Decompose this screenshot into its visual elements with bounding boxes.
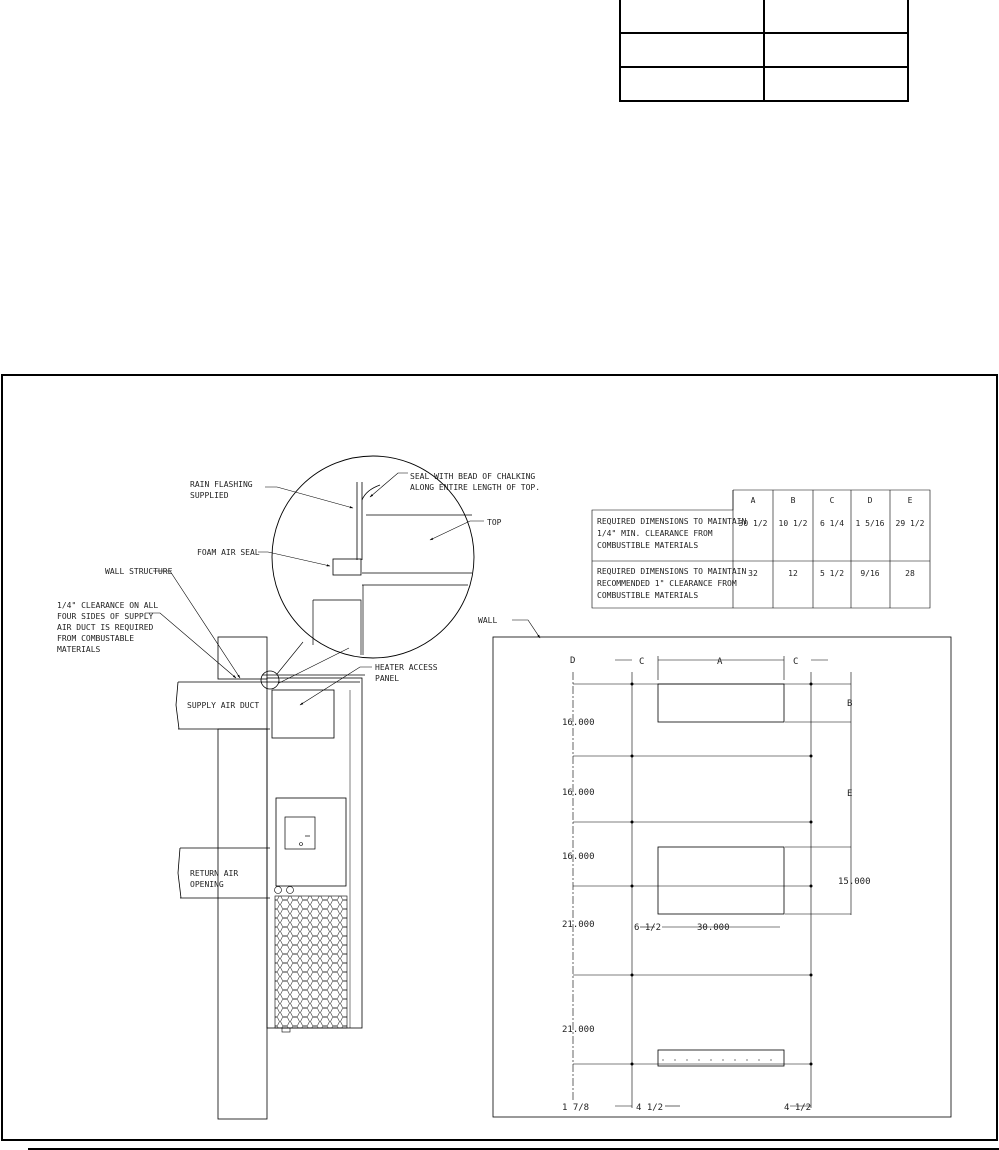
- callout-labels: [57, 472, 540, 889]
- dim-bottom-left: 4 1/2: [636, 1103, 664, 1113]
- row2-c: 5 1/2: [819, 569, 845, 578]
- dim-30: 30.000: [697, 923, 730, 933]
- col-d-header: D: [867, 496, 873, 505]
- col-c-header: C: [829, 496, 835, 505]
- col-b-header: B: [790, 496, 796, 505]
- row1-e: 29 1/2: [895, 519, 925, 528]
- wall-label: WALL: [478, 616, 498, 625]
- left-dim-6: 1 7/8: [562, 1103, 590, 1113]
- top-label: TOP: [487, 518, 502, 527]
- row2-d: 9/16: [860, 569, 880, 578]
- row2-e: 28: [905, 569, 915, 578]
- row1-label-1: REQUIRED DIMENSIONS TO MAINTAIN: [597, 517, 747, 526]
- wall-layout: [493, 637, 951, 1117]
- dim-letter-c-right: C: [793, 657, 799, 667]
- seal-label-2: ALONG ENTIRE LENGTH OF TOP.: [410, 483, 541, 492]
- dim-bottom-right: 4 1/2: [784, 1103, 812, 1113]
- wall-structure-label: WALL STRUCTURE: [105, 567, 173, 576]
- seal-label-1: SEAL WITH BEAD OF CHALKING: [410, 472, 536, 481]
- rain-flashing-label-2: SUPPLIED: [190, 491, 229, 500]
- heater-access-label-2: PANEL: [375, 674, 400, 683]
- leader-lines: [145, 473, 540, 705]
- row2-b: 12: [788, 569, 798, 578]
- left-dim-3: 16.000: [562, 852, 595, 862]
- col-a-header: A: [750, 496, 756, 505]
- row1-label-2: 1/4" MIN. CLEARANCE FROM: [597, 529, 713, 538]
- heater-access-label-1: HEATER ACCESS: [375, 663, 438, 672]
- row1-a: 30 1/2: [738, 519, 768, 528]
- left-dim-2: 16.000: [562, 788, 595, 798]
- row2-label-2: RECOMMENDED 1" CLEARANCE FROM: [597, 579, 737, 588]
- row1-d: 1 5/16: [855, 519, 885, 528]
- row2-a: 32: [748, 569, 758, 578]
- row1-label-3: COMBUSTIBLE MATERIALS: [597, 541, 699, 550]
- dim-letter-b: B: [847, 699, 853, 709]
- clearance-note-2: FOUR SIDES OF SUPPLY: [57, 612, 154, 621]
- left-dim-4: 21.000: [562, 920, 595, 930]
- row1-b: 10 1/2: [778, 519, 808, 528]
- return-air-label-2: OPENING: [190, 880, 224, 889]
- left-dim-5: 21.000: [562, 1025, 595, 1035]
- row2-label-3: COMBUSTIBLE MATERIALS: [597, 591, 699, 600]
- return-air-label-1: RETURN AIR: [190, 869, 239, 878]
- supply-air-duct-label: SUPPLY AIR DUCT: [187, 701, 260, 710]
- dimension-table-text: [597, 496, 925, 600]
- clearance-note-5: MATERIALS: [57, 645, 101, 654]
- col-e-header: E: [907, 496, 913, 505]
- clearance-note-3: AIR DUCT IS REQUIRED: [57, 623, 154, 632]
- dim-6-1-2: 6 1/2: [634, 923, 662, 933]
- right-dim-15: 15.000: [838, 877, 871, 887]
- wall-layout-text: [478, 616, 871, 1113]
- dim-letter-e: E: [847, 789, 853, 799]
- dim-letter-a: A: [717, 657, 723, 667]
- dim-letter-c-left: C: [639, 657, 645, 667]
- row2-label-1: REQUIRED DIMENSIONS TO MAINTAIN: [597, 567, 747, 576]
- clearance-note-4: FROM COMBUSTABLE: [57, 634, 135, 643]
- rain-flashing-label-1: RAIN FLASHING: [190, 480, 253, 489]
- dim-letter-d: D: [570, 656, 576, 666]
- clearance-note-1: 1/4" CLEARANCE ON ALL: [57, 601, 159, 610]
- left-dim-1: 16.000: [562, 718, 595, 728]
- row1-c: 6 1/4: [819, 519, 845, 528]
- foam-air-seal-label: FOAM AIR SEAL: [197, 548, 260, 557]
